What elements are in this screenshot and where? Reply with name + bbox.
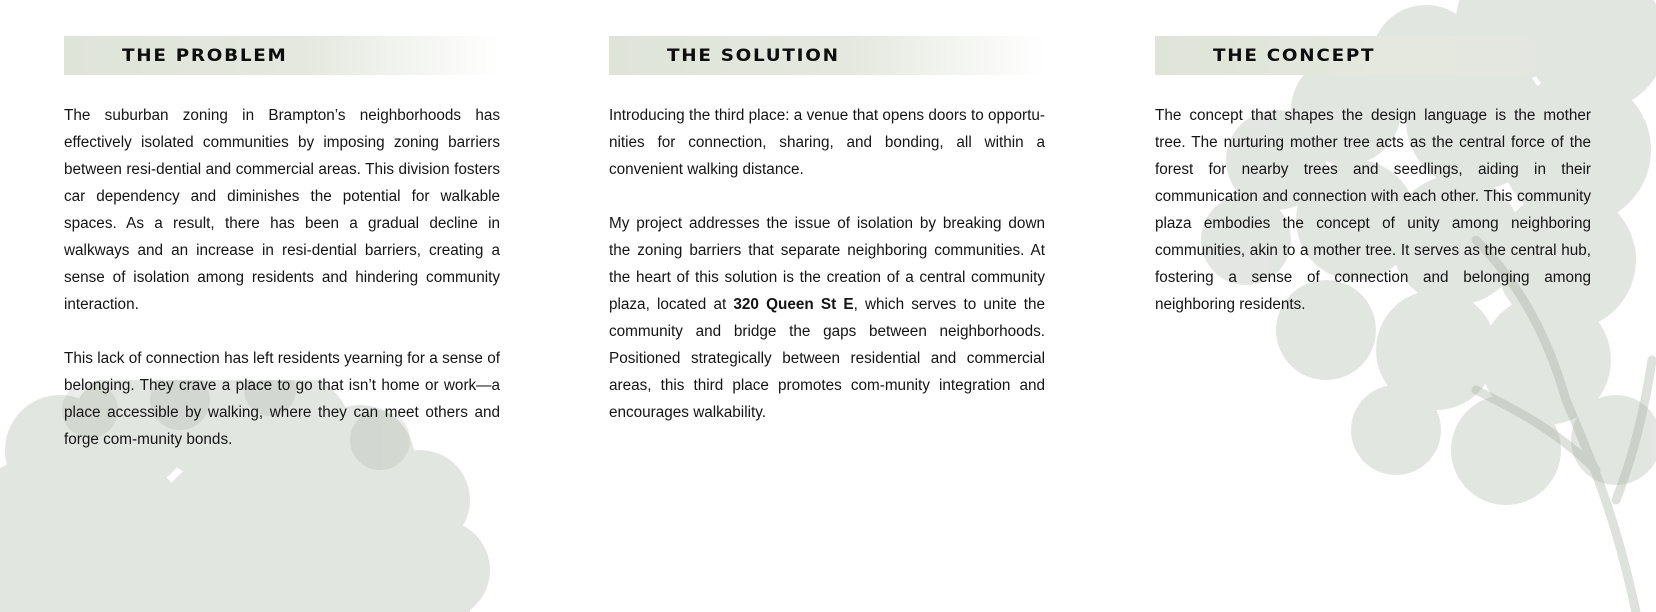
- problem-body: [64, 102, 500, 453]
- solution-paragraph-2-lead: My project addresses the issue of isolation by breaking down the zoning barriers that separate neighboring communities. At the heart of this solution is the creation of a central community plaza, located at: [609, 215, 1045, 313]
- solution-section: [609, 36, 1045, 426]
- concept-heading-band: [1155, 36, 1591, 75]
- solution-paragraph-2-tail: , which serves to unite the community and bridge the gaps between neighborhoods. Positioned strategically between residential and commercial areas, this third place promotes com-munity integration and encourages walkability.: [609, 296, 1046, 421]
- solution-body: [609, 102, 1045, 426]
- problem-heading-band: [64, 36, 500, 75]
- concept-section: [1155, 36, 1591, 318]
- solution-heading: THE SOLUTION: [667, 45, 840, 66]
- solution-heading-band: [609, 36, 1045, 75]
- solution-paragraph-2: [609, 210, 1045, 426]
- concept-paragraph-1: The concept that shapes the design language is the mother tree. The nurturing mother tree acts as the central force of the forest for nearby trees and seedlings, aiding in their communication and connection with each other. This community plaza embodies the concept of unity among neighboring communities, akin to a mother tree. It serves as the central hub, fostering a sense of connection and belonging among neighboring residents.: [1155, 107, 1591, 313]
- project-address: 320 Queen St E: [733, 296, 854, 313]
- solution-paragraph-1: Introducing the third place: a venue that opens doors to opportu-nities for connection, sharing, and bonding, all within a convenient walking distance.: [609, 107, 1045, 178]
- concept-heading: THE CONCEPT: [1213, 45, 1376, 66]
- concept-body: [1155, 102, 1591, 318]
- problem-paragraph-2: This lack of connection has left residents yearning for a sense of belonging. They crave a place to go that isn’t home or work—a place accessible by walking, where they can meet others and forge com-munity bonds.: [64, 350, 500, 448]
- problem-heading: THE PROBLEM: [122, 45, 288, 66]
- problem-section: [64, 36, 500, 453]
- problem-paragraph-1: The suburban zoning in Brampton’s neighborhoods has effectively isolated communities by imposing zoning barriers between resi-dential and commercial areas. This division fosters car dependency and diminishes the potential for walkable spaces. As a result, there has been a gradual decline in walkways and an increase in resi-dential barriers, creating a sense of isolation among residents and hindering community interaction.: [64, 107, 500, 313]
